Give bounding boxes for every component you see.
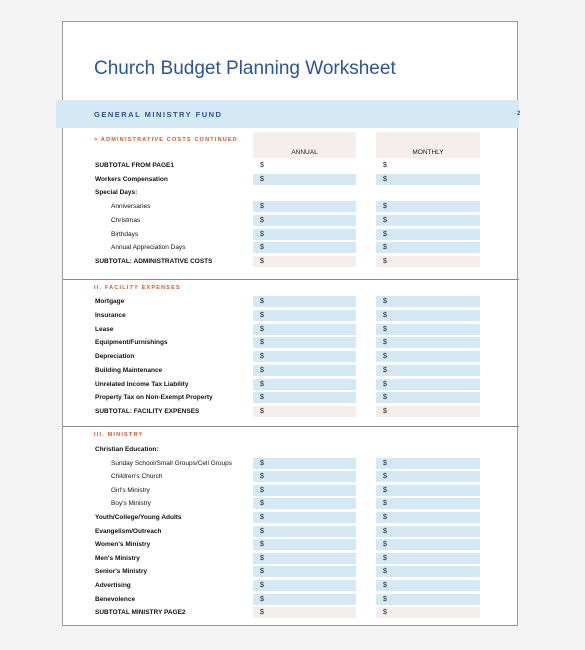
monthly-amount-field[interactable]: $ xyxy=(376,553,480,564)
annual-amount-field[interactable]: $ xyxy=(253,242,356,253)
monthly-amount-field[interactable]: $ xyxy=(376,526,480,537)
monthly-amount-field[interactable]: $ xyxy=(376,256,480,267)
row-label: Youth/College/Young Adults xyxy=(95,514,182,521)
monthly-amount-field[interactable]: $ xyxy=(376,607,480,618)
annual-amount-field[interactable]: $ xyxy=(253,215,356,226)
monthly-amount-field[interactable]: $ xyxy=(376,201,480,212)
row-label: Boy's Ministry xyxy=(111,500,151,508)
monthly-amount-field[interactable]: $ xyxy=(376,379,480,390)
section-title: > ADMINISTRATIVE COSTS CONTINUED xyxy=(94,137,238,143)
monthly-amount-field[interactable]: $ xyxy=(376,512,480,523)
row-label: Building Maintenance xyxy=(95,366,163,374)
monthly-amount-field[interactable]: $ xyxy=(376,594,480,605)
monthly-amount-field[interactable]: $ xyxy=(376,296,480,307)
row-label: Special Days: xyxy=(95,189,138,197)
annual-amount-field[interactable]: $ xyxy=(253,539,356,550)
row-label: Workers Compensation xyxy=(95,175,168,183)
row-label: Christian Education: xyxy=(95,446,159,453)
annual-amount-field[interactable]: $ xyxy=(253,580,356,591)
section-divider xyxy=(63,426,519,427)
annual-amount-field[interactable]: $ xyxy=(253,485,356,496)
row-label: Evangelism/Outreach xyxy=(95,527,162,535)
row-label: Anniversaries xyxy=(111,203,151,211)
monthly-amount-field[interactable]: $ xyxy=(376,160,480,171)
section-divider xyxy=(63,279,519,280)
annual-amount-field[interactable]: $ xyxy=(253,160,356,171)
monthly-amount-field[interactable]: $ xyxy=(376,242,480,253)
monthly-amount-field[interactable]: $ xyxy=(376,229,480,240)
annual-amount-field[interactable]: $ xyxy=(253,174,356,185)
row-label: Men's Ministry xyxy=(95,554,140,562)
annual-column-label: ANNUAL xyxy=(291,149,318,156)
monthly-amount-field[interactable]: $ xyxy=(376,458,480,469)
row-label: Advertising xyxy=(95,582,131,589)
annual-amount-field[interactable]: $ xyxy=(253,201,356,212)
row-label: Lease xyxy=(95,325,114,333)
monthly-amount-field[interactable]: $ xyxy=(376,566,480,577)
monthly-amount-field[interactable]: $ xyxy=(376,310,480,321)
row-label: Property Tax on Non-Exempt Property xyxy=(95,394,213,402)
annual-column-header xyxy=(253,132,356,158)
row-label: Benevolence xyxy=(95,595,136,603)
annual-amount-field[interactable]: $ xyxy=(253,256,356,267)
monthly-column-header xyxy=(376,132,480,158)
monthly-amount-field[interactable]: $ xyxy=(376,498,480,509)
annual-amount-field[interactable]: $ xyxy=(253,594,356,605)
monthly-amount-field[interactable]: $ xyxy=(376,174,480,185)
monthly-amount-field[interactable]: $ xyxy=(376,351,480,362)
row-label: Sunday School/Small Groups/Cell Groups xyxy=(111,459,233,467)
monthly-column-label: MONTHLY xyxy=(412,149,444,156)
annual-amount-field[interactable]: $ xyxy=(253,553,356,564)
annual-amount-field[interactable]: $ xyxy=(253,229,356,240)
row-label: Depreciation xyxy=(95,353,135,360)
annual-amount-field[interactable]: $ xyxy=(253,526,356,537)
section-title: II. FACILITY EXPENSES xyxy=(94,285,181,291)
row-label: Unrelated Income Tax Liability xyxy=(95,380,189,388)
monthly-amount-field[interactable]: $ xyxy=(376,471,480,482)
annual-amount-field[interactable]: $ xyxy=(253,392,356,403)
annual-amount-field[interactable]: $ xyxy=(253,458,356,469)
fund-header: GENERAL MINISTRY FUND xyxy=(94,110,223,119)
monthly-amount-field[interactable]: $ xyxy=(376,215,480,226)
row-label: SUBTOTAL FROM PAGE1 xyxy=(95,162,174,169)
annual-amount-field[interactable]: $ xyxy=(253,310,356,321)
annual-amount-field[interactable]: $ xyxy=(253,498,356,509)
monthly-amount-field[interactable]: $ xyxy=(376,406,480,417)
annual-amount-field[interactable]: $ xyxy=(253,324,356,335)
annual-amount-field[interactable]: $ xyxy=(253,406,356,417)
page-number: 2 xyxy=(517,111,521,117)
annual-amount-field[interactable]: $ xyxy=(253,379,356,390)
row-label: SUBTOTAL MINISTRY PAGE2 xyxy=(95,609,186,617)
annual-amount-field[interactable]: $ xyxy=(253,337,356,348)
annual-amount-field[interactable]: $ xyxy=(253,607,356,618)
annual-amount-field[interactable]: $ xyxy=(253,471,356,482)
annual-amount-field[interactable]: $ xyxy=(253,512,356,523)
annual-amount-field[interactable]: $ xyxy=(253,365,356,376)
row-label: Mortgage xyxy=(95,298,125,305)
page-title: Church Budget Planning Worksheet xyxy=(94,58,396,79)
row-label: Children's Church xyxy=(111,473,163,481)
row-label: Christmas xyxy=(111,216,141,224)
row-label: SUBTOTAL: ADMINISTRATIVE COSTS xyxy=(95,257,213,265)
annual-amount-field[interactable]: $ xyxy=(253,566,356,577)
section-title: III. MINISTRY xyxy=(94,432,144,438)
row-label: Birthdays xyxy=(111,230,139,238)
monthly-amount-field[interactable]: $ xyxy=(376,365,480,376)
row-label: Annual Appreciation Days xyxy=(111,244,186,252)
monthly-amount-field[interactable]: $ xyxy=(376,485,480,496)
monthly-amount-field[interactable]: $ xyxy=(376,539,480,550)
row-label: Girl's Ministry xyxy=(111,486,150,494)
monthly-amount-field[interactable]: $ xyxy=(376,324,480,335)
monthly-amount-field[interactable]: $ xyxy=(376,580,480,591)
monthly-amount-field[interactable]: $ xyxy=(376,392,480,403)
worksheet-page xyxy=(62,21,521,626)
row-label: Insurance xyxy=(95,311,126,319)
row-label: Equipment/Furnishings xyxy=(95,339,168,347)
row-label: Women's Ministry xyxy=(95,541,151,549)
monthly-amount-field[interactable]: $ xyxy=(376,337,480,348)
row-label: SUBTOTAL: FACILITY EXPENSES xyxy=(95,408,200,415)
annual-amount-field[interactable]: $ xyxy=(253,296,356,307)
annual-amount-field[interactable]: $ xyxy=(253,351,356,362)
row-label: Senior's Ministry xyxy=(95,568,148,576)
